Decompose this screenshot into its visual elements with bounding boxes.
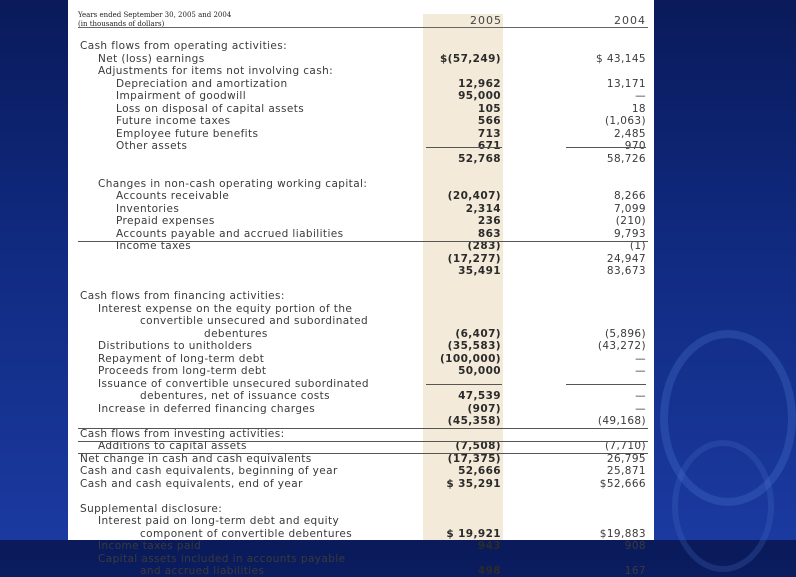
table-row bbox=[68, 340, 654, 352]
value-2004: — bbox=[635, 402, 646, 415]
table-row bbox=[68, 178, 654, 190]
table-row bbox=[68, 503, 654, 515]
table-rule bbox=[426, 147, 502, 148]
header-rule bbox=[78, 27, 648, 28]
row-label: Additions to capital assets bbox=[98, 440, 247, 452]
row-label: Interest paid on long-term debt and equity bbox=[98, 515, 340, 527]
table-row bbox=[68, 315, 654, 327]
value-2004: $19,883 bbox=[599, 527, 646, 540]
table-row bbox=[68, 90, 654, 102]
table-row bbox=[68, 540, 654, 552]
row-label: Other assets bbox=[116, 140, 188, 152]
table-row bbox=[68, 365, 654, 377]
table-row bbox=[68, 465, 654, 477]
row-label: Accounts receivable bbox=[116, 190, 230, 202]
table-row bbox=[68, 553, 654, 565]
value-2005: (100,000) bbox=[439, 352, 501, 365]
value-2005: 566 bbox=[477, 115, 501, 127]
row-label: Cash flows from financing activities: bbox=[80, 290, 285, 302]
row-label: convertible unsecured and subordinated bbox=[140, 315, 369, 327]
table-row bbox=[68, 453, 654, 465]
table-row bbox=[68, 528, 654, 540]
background-swirl-inner bbox=[672, 440, 774, 572]
value-2005: (17,375) bbox=[447, 452, 501, 465]
value-2005: 713 bbox=[477, 127, 501, 140]
table-row bbox=[68, 290, 654, 302]
table-row bbox=[68, 265, 654, 277]
value-2005: 2,314 bbox=[465, 202, 501, 215]
value-2004: (1,063) bbox=[604, 115, 646, 127]
table-row bbox=[68, 78, 654, 90]
value-2005: 12,962 bbox=[458, 77, 501, 90]
value-2004: — bbox=[635, 365, 646, 377]
table-row bbox=[68, 353, 654, 365]
value-2004: 7,099 bbox=[613, 202, 646, 215]
value-2005: 671 bbox=[477, 140, 501, 152]
row-label: Issuance of convertible unsecured subordinated bbox=[98, 377, 369, 390]
row-label: component of convertible debentures bbox=[140, 527, 353, 540]
row-label: Impairment of goodwill bbox=[116, 90, 247, 102]
value-2004: (1) bbox=[629, 240, 646, 252]
value-2005: 863 bbox=[477, 227, 501, 240]
value-2005: $(57,249) bbox=[439, 52, 501, 65]
table-row bbox=[68, 428, 654, 440]
value-2005: (7,508) bbox=[455, 440, 501, 452]
table-row bbox=[68, 128, 654, 140]
value-2004: 167 bbox=[624, 565, 646, 577]
cash-flow-statement bbox=[68, 0, 654, 577]
value-2005: (6,407) bbox=[455, 327, 501, 340]
row-label: Accounts payable and accrued liabilities bbox=[116, 227, 344, 240]
value-2005: (45,358) bbox=[447, 415, 501, 427]
table-row bbox=[68, 490, 654, 502]
table-row bbox=[68, 53, 654, 65]
value-2004: 83,673 bbox=[606, 265, 646, 277]
value-2005: $ 35,291 bbox=[446, 477, 501, 490]
value-2005: 35,491 bbox=[458, 265, 501, 277]
table-row bbox=[68, 328, 654, 340]
table-rule bbox=[78, 453, 648, 454]
row-label: Net change in cash and cash equivalents bbox=[80, 452, 312, 465]
value-2005: 95,000 bbox=[458, 90, 501, 102]
row-label: Capital assets included in accounts payable bbox=[98, 552, 346, 565]
value-2004: — bbox=[635, 390, 646, 402]
value-2004: 13,171 bbox=[606, 77, 646, 90]
value-2005: 52,768 bbox=[458, 152, 501, 165]
value-2004: 2,485 bbox=[613, 127, 646, 140]
value-2004: (43,272) bbox=[597, 340, 646, 352]
table-rule bbox=[566, 384, 646, 385]
row-label: debentures, net of issuance costs bbox=[140, 390, 331, 402]
row-label: Inventories bbox=[116, 202, 180, 215]
value-2004: 26,795 bbox=[606, 452, 646, 465]
table-row bbox=[68, 228, 654, 240]
table-rule bbox=[426, 384, 502, 385]
row-label: Cash flows from operating activities: bbox=[80, 40, 288, 52]
table-row bbox=[68, 390, 654, 402]
row-label: Net (loss) earnings bbox=[98, 52, 205, 65]
value-2005: (35,583) bbox=[447, 340, 501, 352]
value-2005: $ 19,921 bbox=[446, 527, 501, 540]
value-2005: 498 bbox=[477, 565, 501, 577]
column-header-2005: 2005 bbox=[470, 14, 502, 27]
value-2004: 908 bbox=[624, 540, 646, 552]
table-rule bbox=[78, 241, 648, 242]
table-row bbox=[68, 40, 654, 52]
value-2004: — bbox=[635, 352, 646, 365]
value-2004: 9,793 bbox=[613, 227, 646, 240]
table-row bbox=[68, 153, 654, 165]
value-2004: — bbox=[635, 90, 646, 102]
row-label: Adjustments for items not involving cash: bbox=[98, 65, 334, 77]
value-2004: 24,947 bbox=[606, 252, 646, 265]
value-2004: $ 43,145 bbox=[596, 52, 646, 65]
table-rule bbox=[78, 428, 648, 429]
table-row bbox=[68, 565, 654, 577]
value-2005: 47,539 bbox=[458, 390, 501, 402]
row-label: Repayment of long-term debt bbox=[98, 352, 265, 365]
row-label: and accrued liabilities bbox=[140, 565, 265, 577]
table-row bbox=[68, 190, 654, 202]
value-2005: 105 bbox=[477, 102, 501, 115]
value-2005: 236 bbox=[477, 215, 501, 227]
row-label: Distributions to unitholders bbox=[98, 340, 253, 352]
row-label: Income taxes paid bbox=[98, 540, 202, 552]
row-label: Changes in non-cash operating working capital: bbox=[98, 177, 368, 190]
value-2004: 18 bbox=[631, 102, 646, 115]
row-label: Loss on disposal of capital assets bbox=[116, 102, 305, 115]
table-rule bbox=[78, 441, 648, 442]
row-label: Increase in deferred financing charges bbox=[98, 402, 316, 415]
value-2004: 970 bbox=[624, 140, 646, 152]
value-2004: (49,168) bbox=[597, 415, 646, 427]
row-label: Employee future benefits bbox=[116, 127, 259, 140]
row-label: Proceeds from long-term debt bbox=[98, 365, 267, 377]
value-2004: (210) bbox=[615, 215, 646, 227]
table-row bbox=[68, 253, 654, 265]
row-label: Cash and cash equivalents, end of year bbox=[80, 477, 303, 490]
value-2005: 943 bbox=[477, 540, 501, 552]
row-label: debentures bbox=[204, 327, 268, 340]
value-2004: (7,710) bbox=[604, 440, 646, 452]
value-2004: 58,726 bbox=[606, 152, 646, 165]
table-row bbox=[68, 115, 654, 127]
table-row bbox=[68, 65, 654, 77]
row-label: Income taxes bbox=[116, 240, 192, 252]
table-row bbox=[68, 303, 654, 315]
row-label: Cash and cash equivalents, beginning of year bbox=[80, 465, 338, 477]
row-label: Interest expense on the equity portion of the bbox=[98, 302, 353, 315]
value-2004: 8,266 bbox=[613, 190, 646, 202]
row-label: Depreciation and amortization bbox=[116, 77, 288, 90]
value-2004: $52,666 bbox=[599, 477, 646, 490]
row-label: Prepaid expenses bbox=[116, 215, 215, 227]
table-row bbox=[68, 478, 654, 490]
table-row bbox=[68, 203, 654, 215]
row-label: Supplemental disclosure: bbox=[80, 502, 223, 515]
value-2005: (17,277) bbox=[447, 252, 501, 265]
column-header-2004: 2004 bbox=[614, 14, 646, 27]
table-row bbox=[68, 415, 654, 427]
table-row bbox=[68, 140, 654, 152]
table-rule bbox=[426, 453, 502, 454]
value-2005: (20,407) bbox=[447, 190, 501, 202]
value-2004: 25,871 bbox=[606, 465, 646, 477]
table-rule bbox=[566, 147, 646, 148]
value-2005: 52,666 bbox=[458, 465, 501, 477]
table-row bbox=[68, 515, 654, 527]
value-2004: (5,896) bbox=[604, 327, 646, 340]
table-row bbox=[68, 215, 654, 227]
value-2005: (907) bbox=[467, 402, 501, 415]
header-units: (in thousands of dollars) bbox=[78, 20, 165, 28]
value-2005: (283) bbox=[467, 240, 501, 252]
table-row bbox=[68, 403, 654, 415]
value-2005: 50,000 bbox=[458, 365, 501, 377]
table-row bbox=[68, 103, 654, 115]
row-label: Future income taxes bbox=[116, 115, 231, 127]
table-row bbox=[68, 278, 654, 290]
header-period: Years ended September 30, 2005 and 2004 bbox=[78, 11, 232, 19]
row-label: Cash flows from investing activities: bbox=[80, 427, 285, 440]
table-row bbox=[68, 165, 654, 177]
